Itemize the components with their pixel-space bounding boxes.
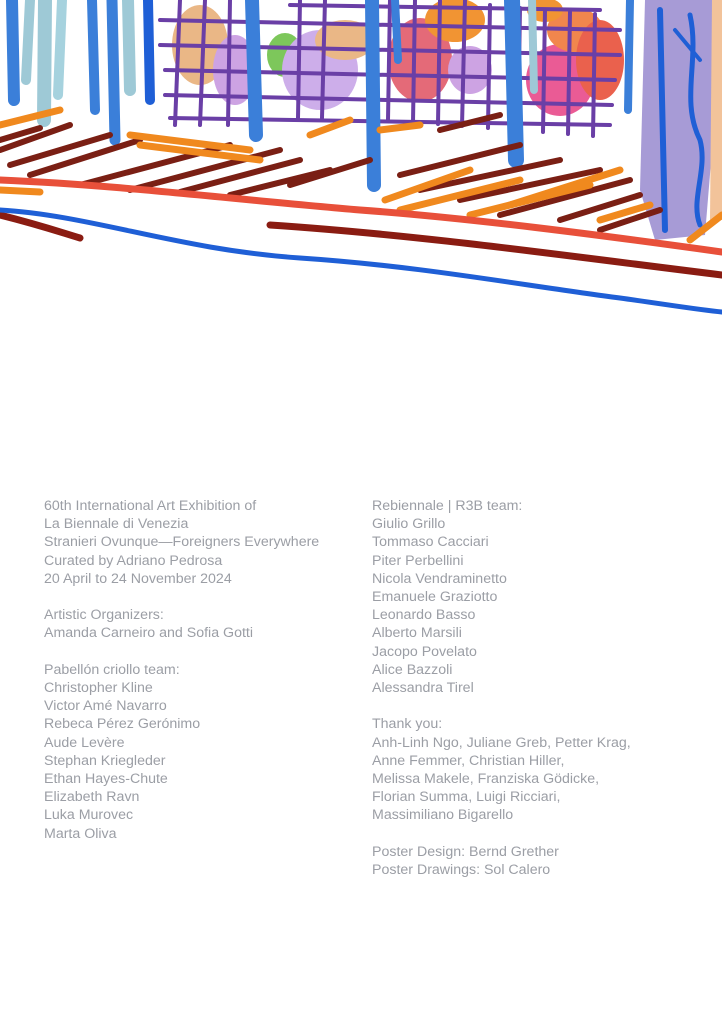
header-drawing — [0, 0, 722, 330]
team-member: Jacopo Povelato — [372, 643, 477, 660]
criollo-team — [44, 661, 364, 843]
r3b-team — [372, 497, 712, 697]
thanks-line: Melissa Makele, Franziska Gödicke, — [372, 771, 600, 788]
thanks-line: Anne Femmer, Christian Hiller, — [372, 752, 565, 769]
team-member: Leonardo Basso — [372, 607, 476, 624]
poster-drawings-credit: Poster Drawings: Sol Calero — [372, 862, 551, 879]
team-member: Tommaso Cacciari — [372, 534, 489, 551]
exhibition-line: Curated by Adriano Pedrosa — [44, 552, 223, 569]
left-column — [44, 497, 364, 861]
team-member: Victor Amé Navarro — [44, 698, 167, 715]
team-member: Marta Oliva — [44, 825, 117, 842]
exhibition-info — [44, 497, 364, 588]
team-member: Ethan Hayes-Chute — [44, 771, 168, 788]
poster-design-credit: Poster Design: Bernd Grether — [372, 843, 559, 860]
team-member: Nicola Vendraminetto — [372, 570, 507, 587]
thanks-line: Florian Summa, Luigi Ricciari, — [372, 789, 561, 806]
team-member: Rebeca Pérez Gerónimo — [44, 716, 201, 733]
credits-section — [372, 843, 712, 879]
team-member: Alberto Marsili — [372, 625, 462, 642]
team-member: Alice Bazzoli — [372, 661, 453, 678]
thanks-line: Massimiliano Bigarello — [372, 807, 514, 824]
organizers-names: Amanda Carneiro and Sofia Gotti — [44, 625, 253, 642]
team-member: Emanuele Graziotto — [372, 589, 498, 606]
thanks-line: Anh-Linh Ngo, Juliane Greb, Petter Krag, — [372, 734, 631, 751]
team-member: Christopher Kline — [44, 680, 153, 696]
right-column — [372, 497, 712, 897]
exhibition-line: La Biennale di Venezia — [44, 516, 189, 533]
exhibition-line: Stranieri Ovunque—Foreigners Everywhere — [44, 534, 320, 551]
team-member: Aude Levère — [44, 734, 125, 751]
brown-scribbles — [0, 115, 660, 230]
organizers-info — [44, 606, 364, 642]
team-heading: Rebiennale | R3B team: — [372, 498, 523, 514]
team-member: Giulio Grillo — [372, 516, 446, 533]
team-member: Elizabeth Ravn — [44, 789, 140, 806]
thanks-heading: Thank you: — [372, 716, 443, 733]
organizers-heading: Artistic Organizers: — [44, 607, 164, 624]
exhibition-line: 20 April to 24 November 2024 — [44, 570, 232, 587]
team-member: Luka Murovec — [44, 807, 134, 824]
exhibition-line: 60th International Art Exhibition of — [44, 498, 257, 514]
thanks-section — [372, 715, 712, 824]
team-member: Alessandra Tirel — [372, 680, 474, 697]
team-member: Piter Perbellini — [372, 552, 464, 569]
team-heading: Pabellón criollo team: — [44, 661, 180, 678]
team-member: Stephan Kriegleder — [44, 752, 166, 769]
